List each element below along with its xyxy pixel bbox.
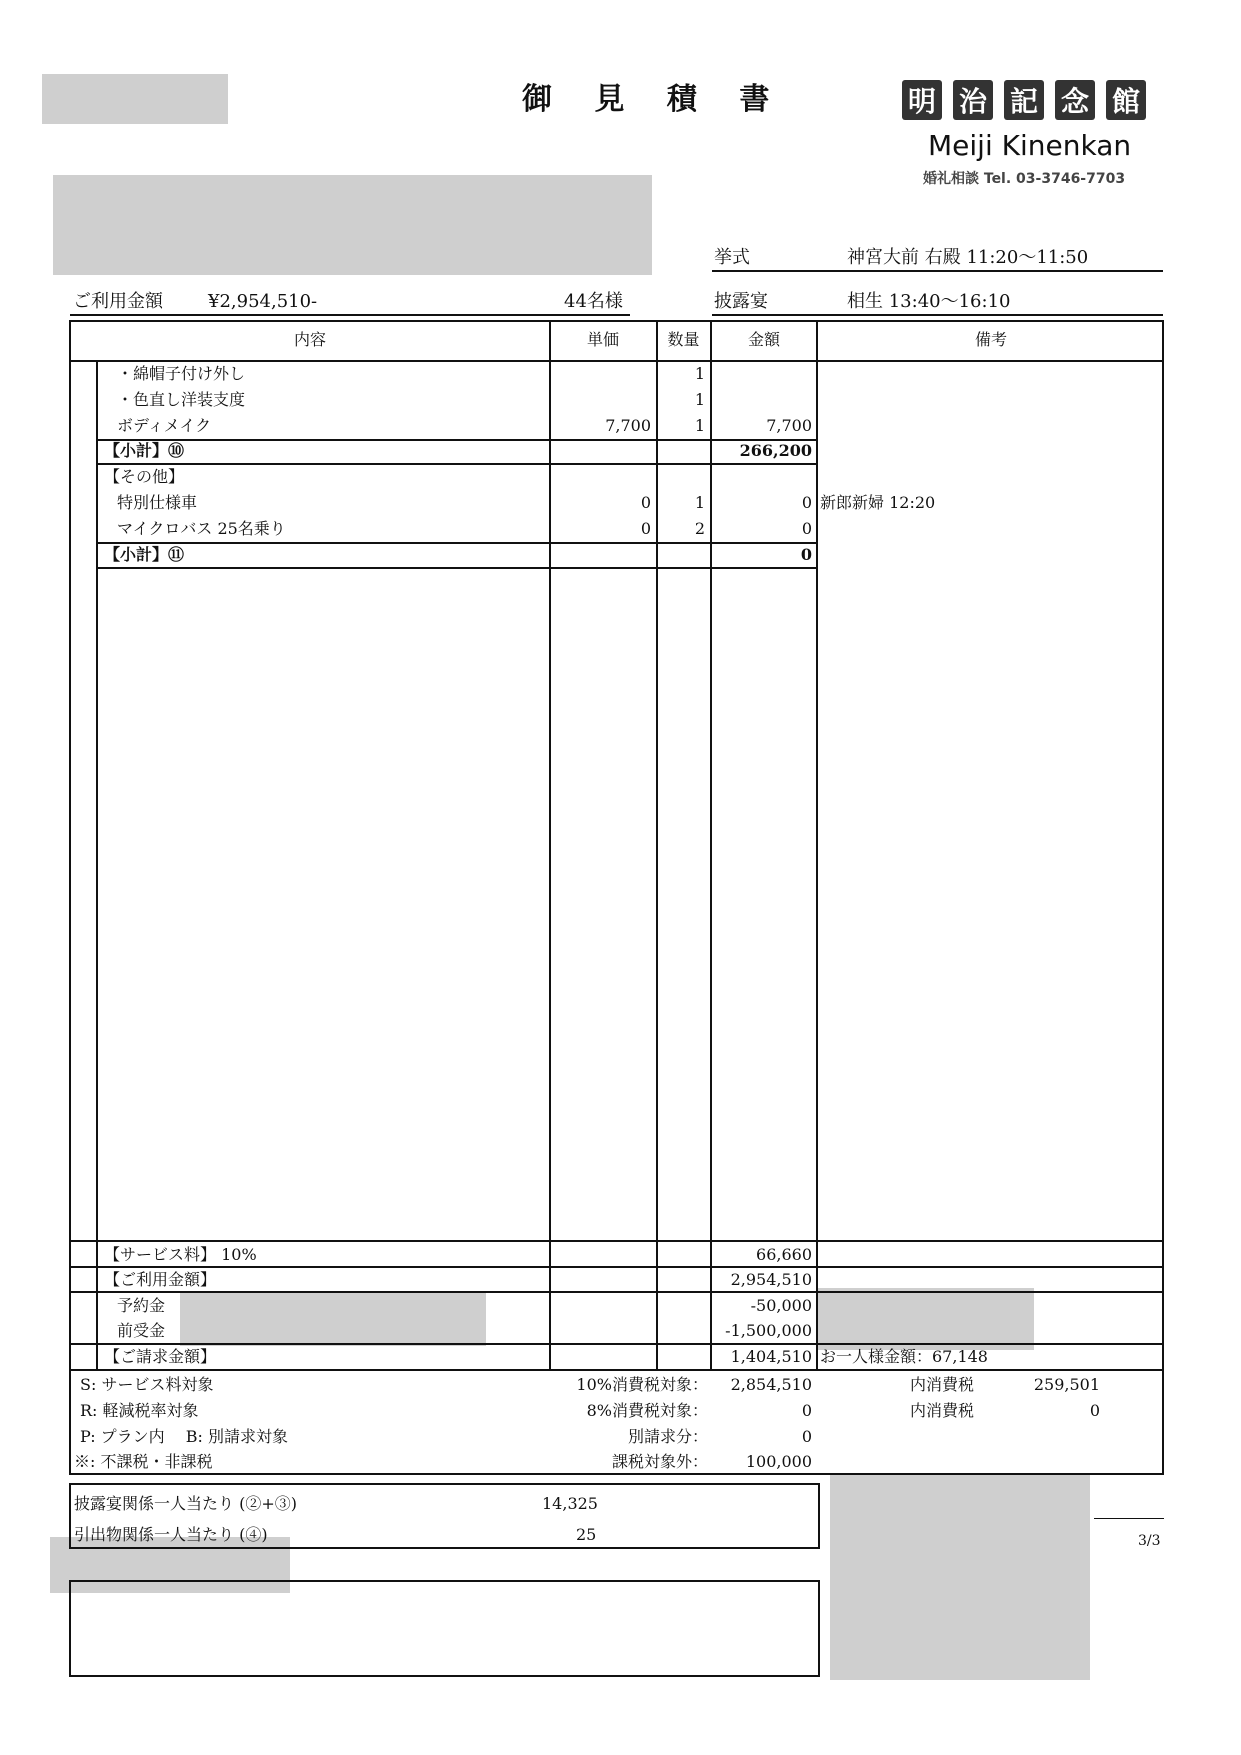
- column-header-unit-price: 単価: [586, 330, 619, 349]
- tax-value: 0: [801, 1427, 812, 1446]
- row-unit: 7,700: [605, 416, 651, 435]
- indent-divider: [96, 360, 98, 1370]
- row-content: ボディメイク: [117, 416, 212, 435]
- row-content: ・色直し洋装支度: [117, 390, 246, 409]
- notes-box: [69, 1580, 820, 1677]
- logo-char: 明: [902, 80, 942, 120]
- subtotal-amount: 266,200: [739, 441, 812, 460]
- row-divider: [96, 439, 816, 441]
- guest-count: 44名様: [564, 291, 623, 312]
- reception-value: 相生 13:40〜16:10: [847, 291, 1011, 312]
- advance-label: 前受金: [117, 1321, 166, 1340]
- page-number: 3/3: [1138, 1533, 1161, 1549]
- tax-legend-item: R: 軽減税率対象: [80, 1401, 199, 1420]
- totals-divider: [69, 1369, 1164, 1371]
- advance-amount: -1,500,000: [725, 1321, 812, 1340]
- totals-divider: [69, 1343, 1164, 1345]
- redacted-block: [53, 175, 652, 275]
- reception-label: 披露宴: [714, 291, 768, 312]
- row-content: ・綿帽子付け外し: [117, 364, 246, 383]
- row-qty: 2: [694, 519, 705, 538]
- reservation-label: 予約金: [117, 1296, 166, 1315]
- tax-label: 別請求分：: [627, 1427, 708, 1446]
- row-amount: 7,700: [766, 416, 812, 435]
- reservation-amount: -50,000: [750, 1296, 812, 1315]
- amount-label: ご利用金額: [73, 291, 163, 312]
- column-header-amount: 金額: [747, 330, 780, 349]
- row-divider: [96, 463, 816, 465]
- logo-english: Meiji Kinenkan: [928, 129, 1132, 162]
- row-qty: 1: [694, 416, 705, 435]
- row-qty: 1: [694, 364, 705, 383]
- row-unit: 0: [640, 493, 651, 512]
- reception-per-head-value: 14,325: [542, 1494, 598, 1513]
- service-charge-label: 【サービス料】 10%: [104, 1245, 257, 1264]
- billing-total-label: 【ご請求金額】: [104, 1347, 217, 1366]
- document-title: 御 見 積 書: [522, 82, 786, 117]
- tax-value: 0: [801, 1401, 812, 1420]
- totals-divider: [69, 1266, 1164, 1268]
- subtotal-amount: 0: [800, 545, 812, 564]
- ceremony-label: 挙式: [714, 247, 750, 268]
- row-content: マイクロバス 25名乗り: [117, 519, 286, 538]
- tax-legend-item: S: サービス料対象: [80, 1375, 214, 1394]
- inner-tax-value: 259,501: [1033, 1375, 1100, 1394]
- usage-total-label: 【ご利用金額】: [104, 1270, 217, 1289]
- totals-divider: [69, 1240, 1164, 1242]
- tax-label: 8%消費税対象：: [586, 1401, 708, 1420]
- subtotal-label: 【小計】⑪: [104, 545, 185, 564]
- row-divider: [96, 567, 816, 569]
- logo-contact: 婚礼相談 Tel. 03-3746-7703: [923, 171, 1126, 187]
- ceremony-value: 神宮大前 右殿 11:20〜11:50: [847, 247, 1089, 268]
- row-qty: 1: [694, 390, 705, 409]
- totals-divider: [69, 1291, 1164, 1293]
- logo-char: 館: [1106, 80, 1146, 120]
- reception-per-head-label: 披露宴関係一人当たり (②+③): [74, 1494, 297, 1513]
- amount-value: ¥2,954,510-: [208, 291, 318, 312]
- column-header-content: 内容: [293, 330, 326, 349]
- column-divider: [549, 320, 551, 1370]
- service-charge-amount: 66,660: [756, 1245, 812, 1264]
- section-label: 【その他】: [104, 467, 185, 486]
- amount-underline: [70, 314, 630, 316]
- row-divider: [96, 542, 816, 544]
- row-remarks: 新郎新婦 12:20: [820, 493, 936, 512]
- logo-char: 念: [1055, 80, 1095, 120]
- inner-tax-label: 内消費税: [910, 1375, 975, 1394]
- subtotal-label: 【小計】⑩: [104, 441, 185, 460]
- table-header-divider: [69, 360, 1164, 362]
- column-divider: [710, 320, 712, 1370]
- row-amount: 0: [801, 519, 812, 538]
- redacted-block: [42, 74, 228, 124]
- ceremony-underline: [712, 270, 1163, 272]
- usage-total-amount: 2,954,510: [730, 1270, 812, 1289]
- tax-legend-item: ※: 不課税・非課税: [74, 1452, 213, 1471]
- column-divider: [816, 320, 818, 1370]
- tax-value: 100,000: [745, 1452, 812, 1471]
- per-person-amount: お一人様金額：67,148: [820, 1347, 988, 1366]
- row-qty: 1: [694, 493, 705, 512]
- page-number-rule: [1094, 1518, 1164, 1519]
- column-divider: [656, 320, 658, 1370]
- inner-tax-value: 0: [1089, 1401, 1100, 1420]
- tax-value: 2,854,510: [730, 1375, 812, 1394]
- gift-per-head-label: 引出物関係一人当たり (④): [74, 1525, 268, 1544]
- row-content: 特別仕様車: [117, 493, 198, 512]
- logo-char: 治: [953, 80, 993, 120]
- row-amount: 0: [801, 493, 812, 512]
- inner-tax-label: 内消費税: [910, 1401, 975, 1420]
- logo-char: 記: [1004, 80, 1044, 120]
- redacted-block: [830, 1475, 1090, 1680]
- tax-legend-item: P: プラン内 B: 別請求対象: [80, 1427, 288, 1446]
- tax-label: 10%消費税対象：: [576, 1375, 708, 1394]
- reception-underline: [712, 314, 1163, 316]
- row-unit: 0: [640, 519, 651, 538]
- column-header-qty: 数量: [667, 330, 700, 349]
- billing-total-amount: 1,404,510: [730, 1347, 812, 1366]
- column-header-remarks: 備考: [974, 330, 1007, 349]
- tax-label: 課税対象外：: [611, 1452, 708, 1471]
- gift-per-head-value: 25: [576, 1525, 597, 1544]
